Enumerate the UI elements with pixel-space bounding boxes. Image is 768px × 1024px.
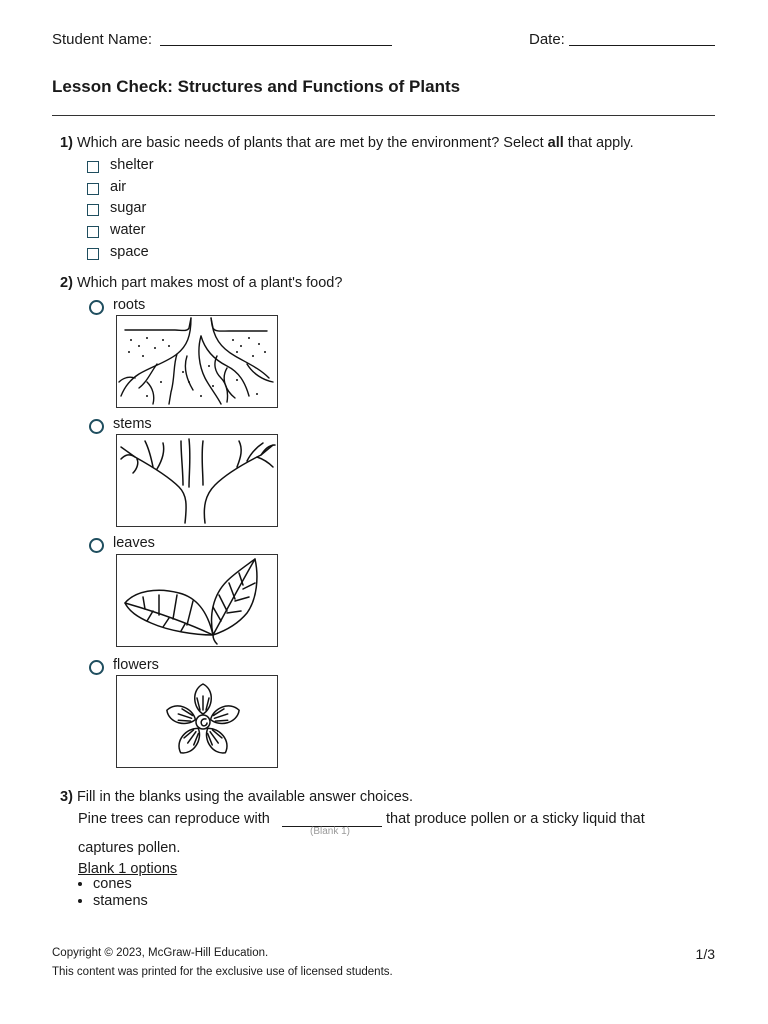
checkbox[interactable] — [87, 183, 99, 195]
roots-image — [116, 315, 278, 408]
question-2 — [60, 275, 342, 291]
leaves-image — [116, 554, 278, 647]
title-divider — [52, 115, 715, 116]
checkbox[interactable] — [87, 248, 99, 260]
question-3-sentence-after: that produce pollen or a sticky liquid that — [386, 811, 645, 827]
option-label: shelter — [110, 157, 154, 173]
page-number: 1/3 — [695, 946, 715, 962]
question-2-text: Which part makes most of a plant's food? — [76, 275, 343, 291]
list-item: • stamens — [93, 893, 148, 910]
blank-1-caption: (Blank 1) — [310, 826, 351, 837]
question-3-text: Fill in the blanks using the available answer choices. — [76, 789, 414, 805]
question-1-number: 1) — [60, 135, 73, 151]
blank-1-options-list — [78, 876, 148, 910]
option-label: air — [110, 179, 127, 195]
date-field[interactable] — [569, 44, 715, 46]
radio-flowers[interactable] — [89, 660, 104, 675]
stems-image — [116, 434, 278, 527]
option-label-flowers: flowers — [113, 657, 159, 673]
radio-leaves[interactable] — [89, 538, 104, 553]
page-title: Lesson Check: Structures and Functions of Plants — [52, 77, 461, 96]
student-name-field[interactable] — [160, 44, 392, 46]
student-name-label: Student Name: — [52, 31, 153, 48]
question-3 — [60, 789, 413, 805]
radio-stems[interactable] — [89, 419, 104, 434]
checkbox[interactable] — [87, 226, 99, 238]
radio-roots[interactable] — [89, 300, 104, 315]
question-3-number: 3) — [60, 789, 73, 805]
copyright-text: Copyright © 2023, McGraw-Hill Education. — [52, 947, 269, 959]
option-label: sugar — [110, 200, 147, 216]
question-1-text-before: Which are basic needs of plants that are met by the environment? Select — [76, 135, 548, 151]
option-label-leaves: leaves — [113, 535, 155, 551]
flowers-image — [116, 675, 278, 768]
question-3-sentence-before: Pine trees can reproduce with — [78, 811, 270, 827]
checkbox[interactable] — [87, 161, 99, 173]
question-1-text-after: that apply. — [563, 135, 634, 151]
date-label: Date: — [529, 31, 565, 48]
question-1-text-bold: all — [547, 135, 564, 151]
checkbox[interactable] — [87, 204, 99, 216]
option-label: water — [110, 222, 146, 238]
question-1 — [60, 135, 634, 151]
license-notice: This content was printed for the exclusive use of licensed students. — [52, 966, 393, 978]
option-label-roots: roots — [113, 297, 146, 313]
option-label: space — [110, 244, 149, 260]
question-2-number: 2) — [60, 275, 73, 291]
question-3-sentence-end: captures pollen. — [78, 840, 181, 856]
option-label-stems: stems — [113, 416, 152, 432]
list-item: • cones — [93, 876, 148, 893]
blank-1-options-heading: Blank 1 options — [78, 861, 178, 877]
